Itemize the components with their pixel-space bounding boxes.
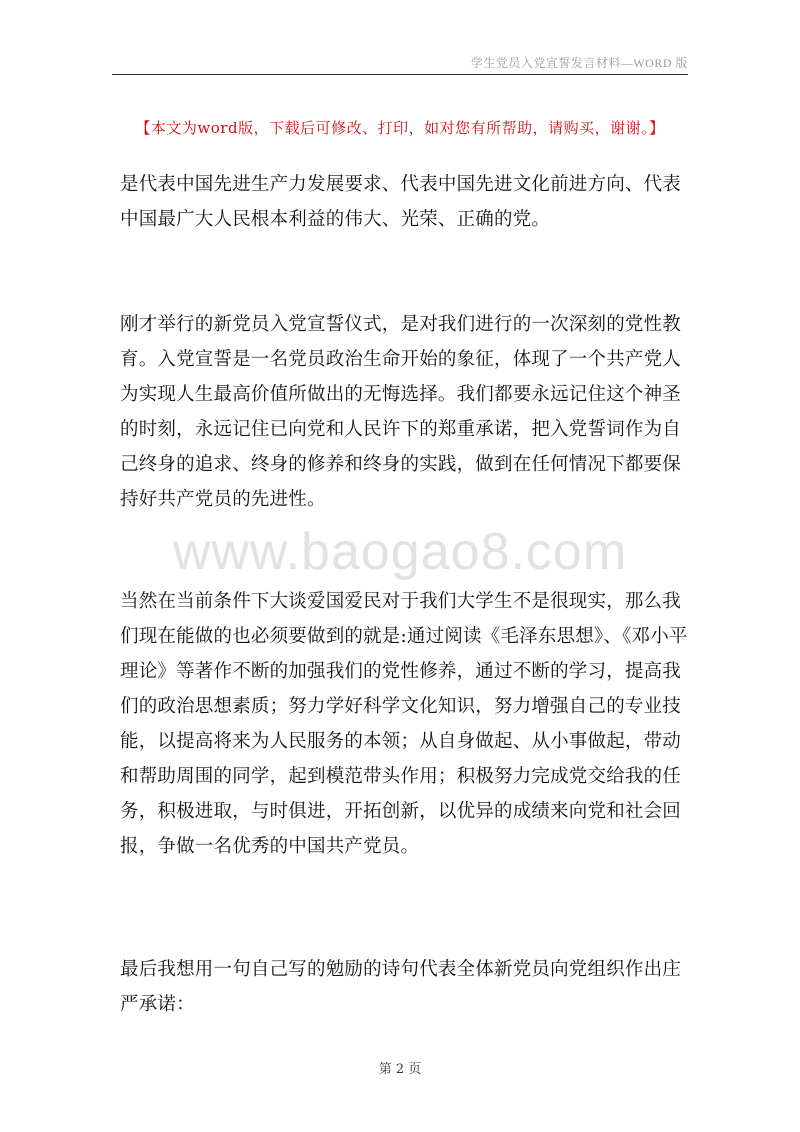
paragraph-2: 刚才举行的新党员入党宣誓仪式，是对我们进行的一次深刻的党性教育。入党宣誓是一名党员政治生命开始的象征，体现了一个共产党人为实现人生最高价值所做出的无悔选择。我们都要永远记住这个神圣的时刻，永远记住已向党和人民许下的郑重承诺，把入党誓词作为自己终身的追求、终身的修养和终身的实践，做到在任何情况下都要保持好共产党员的先进性。 [120,314,682,510]
paragraph-3: 当然在当前条件下大谈爱国爱民对于我们大学生不是很现实，那么我们现在能做的也必须要做到的就是:通过阅读《毛泽东思想》、《邓小平理论》等著作不断的加强我们的党性修养，通过不断的学习，提高我们的政治思想素质；努力学好科学文化知识，努力增强自己的专业技能，以提高将来为人民服务的本领；从自身做起、从小事做起，带动和帮助周围的同学，起到模范带头作用；积极努力完成党交给我的任务，积极进取，与时俱进，开拓创新，以优异的成绩来向党和社会回报，争做一名优秀的中国共产党员。 [120,591,688,857]
watermark: www.baogao8.com [172,523,628,581]
paragraph-4: 最后我想用一句自己写的勉励的诗句代表全体新党员向党组织作出庄严承诺： [120,959,682,1015]
page-header [112,52,688,75]
download-notice: 【本文为word版，下载后可修改、打印，如对您有所帮助，请购买，谢谢。】 [135,119,665,137]
paragraph-1: 是代表中国先进生产力发展要求、代表中国先进文化前进方向、代表中国最广大人民根本利益的伟大、光荣、正确的党。 [120,174,682,230]
page-number: 第 2 页 [378,1062,422,1077]
header-title: 学生党员入党宣誓发言材料—WORD 版 [470,56,688,70]
